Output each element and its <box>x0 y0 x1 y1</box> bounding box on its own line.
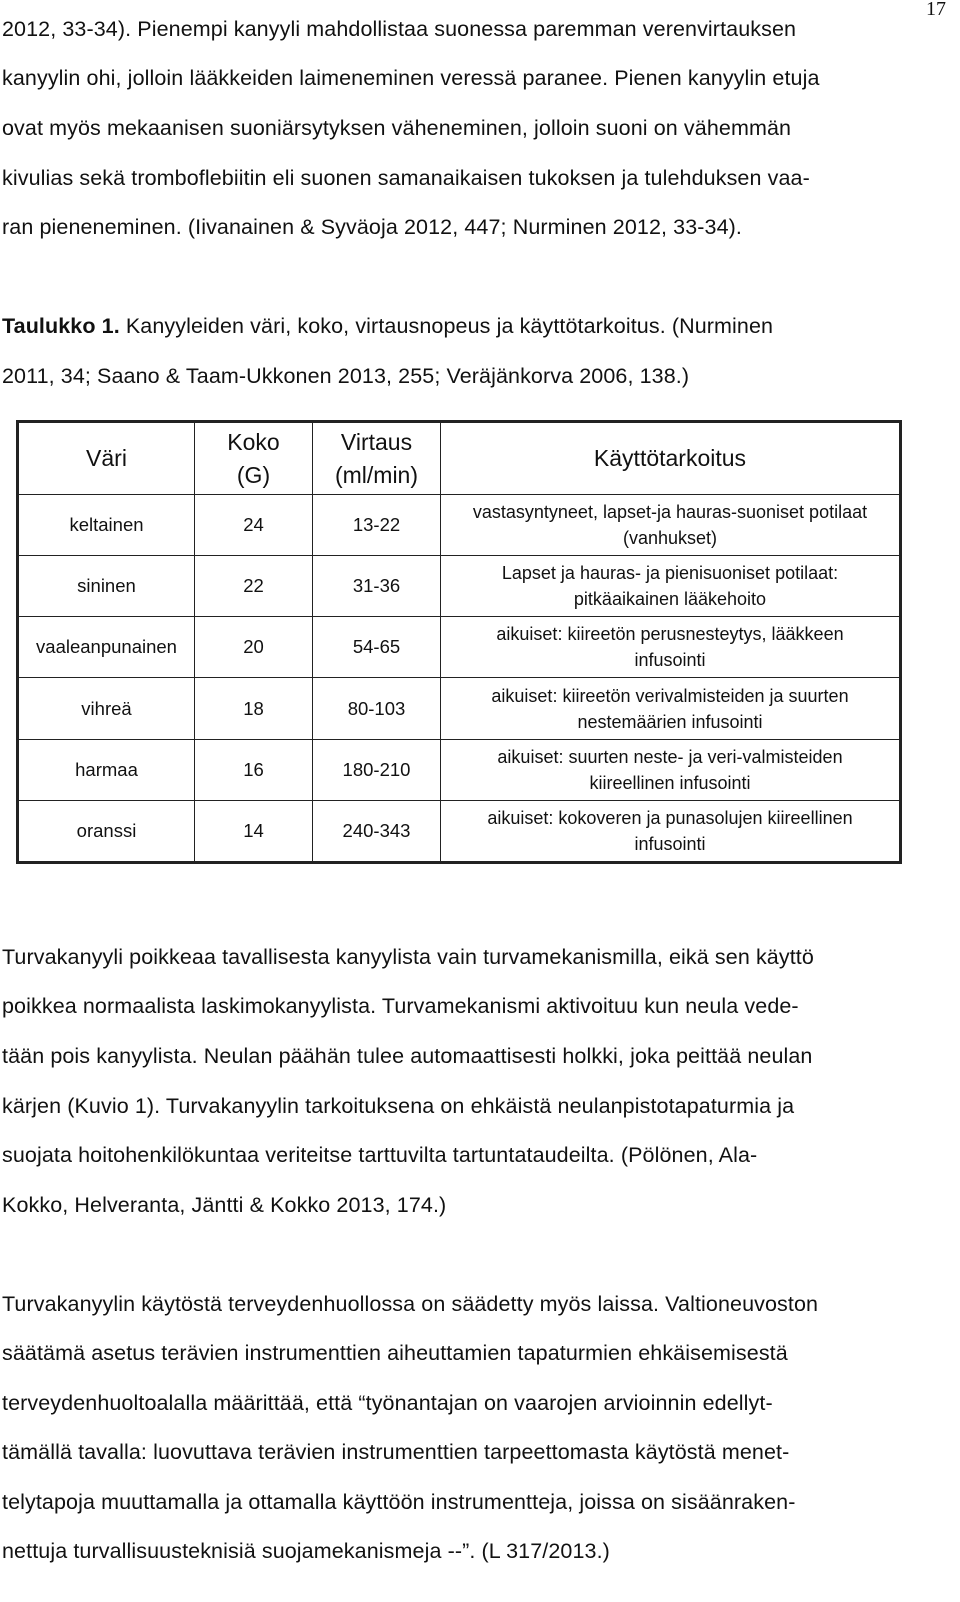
caption-label: Taulukko 1. <box>2 314 120 338</box>
header-purpose: Käyttötarkoitus <box>441 423 900 495</box>
caption-line <box>2 314 773 339</box>
text-line: kärjen (Kuvio 1). Turvakanyylin tarkoituksena on ehkäistä neulanpistotapaturmia ja <box>2 1094 795 1118</box>
cell-size: 14 <box>195 800 313 861</box>
text-line: kivulias sekä tromboflebiitin eli suonen samanaikaisen tukoksen ja tulehduksen vaa- <box>2 166 810 190</box>
cell-flow: 180-210 <box>313 739 441 800</box>
cell-size: 20 <box>195 617 313 678</box>
cell-purpose: Lapset ja hauras- ja pienisuoniset potilaat: pitkäaikainen lääkehoito <box>441 556 900 617</box>
table-row <box>19 678 900 739</box>
cannula-table <box>16 420 902 864</box>
table-row <box>19 495 900 556</box>
text-line: suojata hoitohenkilökuntaa veriteitse tarttuvilta tartuntataudeilta. (Pölönen, Ala- <box>2 1143 758 1167</box>
cell-purpose: aikuiset: suurten neste- ja veri-valmisteiden kiireellinen infusointi <box>441 739 900 800</box>
text-line: ran pieneneminen. (Iivanainen & Syväoja 2012, 447; Nurminen 2012, 33-34). <box>2 215 742 239</box>
cell-flow: 80-103 <box>313 678 441 739</box>
cell-purpose: vastasyntyneet, lapset-ja hauras-suoniset potilaat (vanhukset) <box>441 495 900 556</box>
cell-size: 24 <box>195 495 313 556</box>
cell-flow: 240-343 <box>313 800 441 861</box>
cell-color: vihreä <box>19 678 195 739</box>
caption-text: Kanyyleiden väri, koko, virtausnopeus ja käyttötarkoitus. (Nurminen <box>119 314 774 338</box>
cell-flow: 13-22 <box>313 495 441 556</box>
cell-color: oranssi <box>19 800 195 861</box>
table-row <box>19 617 900 678</box>
caption-line-2: 2011, 34; Saano & Taam-Ukkonen 2013, 255; Veräjänkorva 2006, 138.) <box>2 364 690 388</box>
cell-purpose: aikuiset: kokoveren ja punasolujen kiireellinen infusointi <box>441 800 900 861</box>
cell-size: 18 <box>195 678 313 739</box>
text-line: tään pois kanyylista. Neulan päähän tulee automaattisesti holkki, joka peittää neulan <box>2 1044 813 1068</box>
cell-color: sininen <box>19 556 195 617</box>
text-line: terveydenhuoltoalalla määrittää, että “työnantajan on vaarojen arvioinnin edellyt- <box>2 1391 773 1415</box>
text-line: poikkea normaalista laskimokanyylista. Turvamekanismi aktivoituu kun neula vede- <box>2 994 799 1018</box>
text-line: Turvakanyyli poikkeaa tavallisesta kanyylista vain turvamekanismilla, eikä sen käyttö <box>2 945 814 969</box>
cell-color: vaaleanpunainen <box>19 617 195 678</box>
cell-size: 16 <box>195 739 313 800</box>
cell-size: 22 <box>195 556 313 617</box>
text-line: 2012, 33-34). Pienempi kanyyli mahdollistaa suonessa paremman verenvirtauksen <box>2 17 797 41</box>
text-line: nettuja turvallisuusteknisiä suojamekanismeja --”. (L 317/2013.) <box>2 1539 610 1563</box>
text-line: Turvakanyylin käytöstä terveydenhuollossa on säädetty myös laissa. Valtioneuvoston <box>2 1292 819 1316</box>
cell-purpose: aikuiset: kiireetön perusnesteytys, lääkkeen infusointi <box>441 617 900 678</box>
cell-purpose: aikuiset: kiireetön verivalmisteiden ja suurten nestemäärien infusointi <box>441 678 900 739</box>
header-size: Koko (G) <box>195 423 313 495</box>
table-row <box>19 800 900 861</box>
text-line: telytapoja muuttamalla ja ottamalla käyttöön instrumentteja, joissa on sisäänraken- <box>2 1490 796 1514</box>
header-color: Väri <box>19 423 195 495</box>
text-line: kanyylin ohi, jolloin lääkkeiden laimeneminen veressä paranee. Pienen kanyylin etuja <box>2 66 820 90</box>
cell-color: harmaa <box>19 739 195 800</box>
text-line: tämällä tavalla: luovuttava terävien instrumenttien tarpeettomasta käytöstä menet- <box>2 1440 790 1464</box>
table-row <box>19 739 900 800</box>
page-number: 17 <box>926 0 946 20</box>
table-row <box>19 556 900 617</box>
table-header-row <box>19 423 900 495</box>
text-line: säätämä asetus terävien instrumenttien aiheuttamien tapaturmien ehkäisemisestä <box>2 1341 788 1365</box>
text-line: ovat myös mekaanisen suoniärsytyksen väheneminen, jolloin suoni on vähemmän <box>2 116 792 140</box>
text-line: Kokko, Helveranta, Jäntti & Kokko 2013, 174.) <box>2 1193 447 1217</box>
cell-flow: 54-65 <box>313 617 441 678</box>
header-flow: Virtaus (ml/min) <box>313 423 441 495</box>
cell-flow: 31-36 <box>313 556 441 617</box>
cell-color: keltainen <box>19 495 195 556</box>
